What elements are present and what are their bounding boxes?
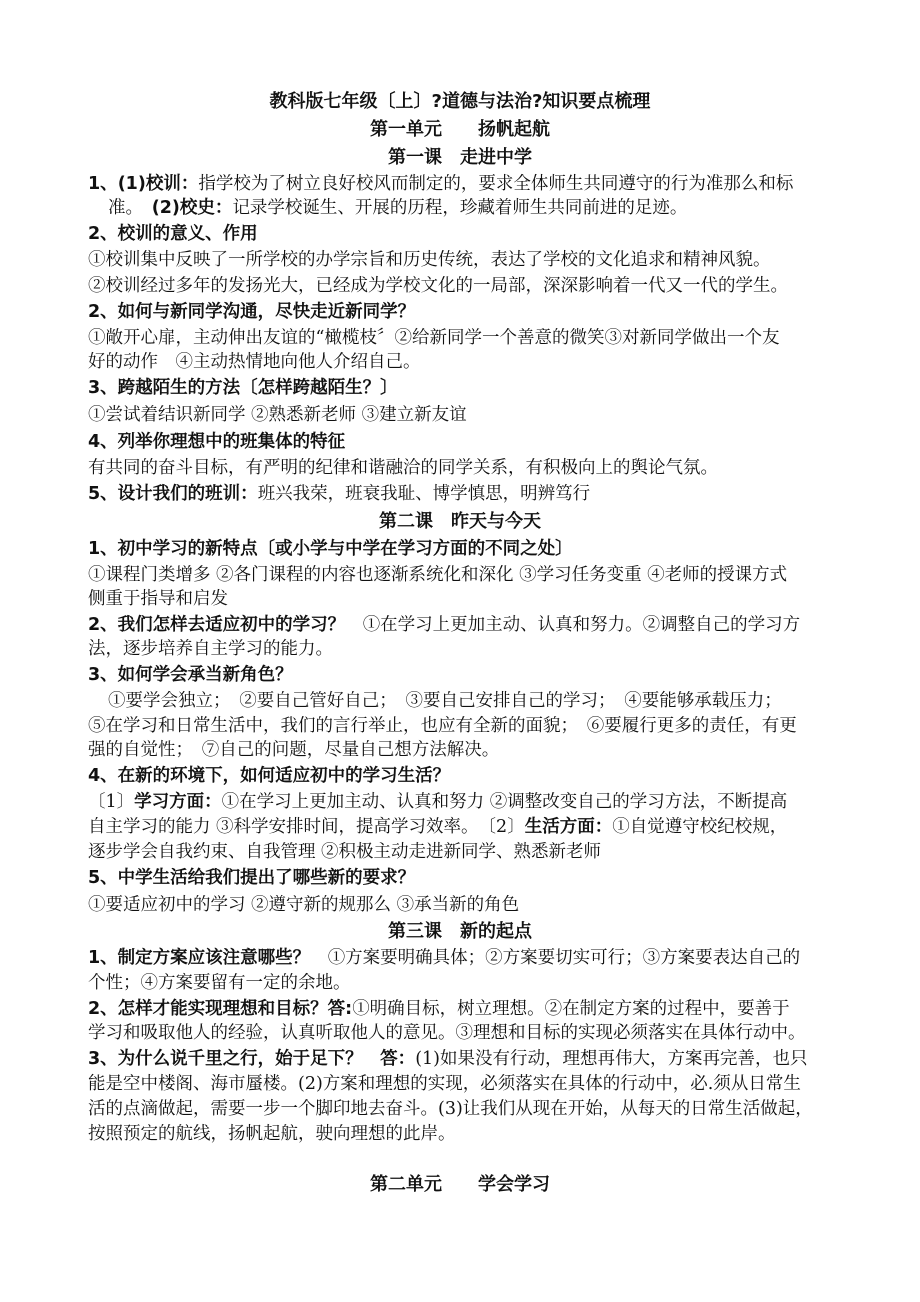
l2-q1-line2: 侧重于指导和启发 xyxy=(88,589,228,609)
l1-q2-line1: ①校训集中反映了一所学校的办学宗旨和历史传统，表达了学校的文化追求和精神风貌。 xyxy=(88,250,771,270)
l2-q4-bold2: 生活方面： xyxy=(524,817,613,837)
l2-q3-line2: ⑤在学习和日常生活中，我们的言行举止，也应有全新的面貌； ⑥要履行更多的责任，有更 xyxy=(88,716,797,736)
l1-q2-line2: ②校训经过多年的发扬光大，已经成为学校文化的一局部，深深影响着一代又一代的学生。 xyxy=(88,276,788,296)
l1-q5-line1: 有共同的奋斗目标，有严明的纪律和谐融洽的同学关系，有积极向上的舆论气氛。 xyxy=(88,458,718,478)
l1-q1-text2: 准。 xyxy=(108,198,152,218)
l1-q4-line1: ①尝试着结识新同学 ②熟悉新老师 ③建立新友谊 xyxy=(88,405,467,425)
l3-q2-text1: ①明确目标，树立理想。②在制定方案的过程中，要善于 xyxy=(352,999,790,1019)
l2-q4-heading: 4、在新的环境下，如何适应初中的学习生活？ xyxy=(88,766,451,786)
l2-q4-line3: 逐步学会自我约束、自我管理 ②积极主动走进新同学、熟悉新老师 xyxy=(88,842,602,862)
l3-q3-line3: 活的点滴做起，需要一步一个脚印地去奋斗。(3)让我们从现在开始，从每天的日常生活做起， xyxy=(88,1099,813,1119)
l2-q2-text1: ①在学习上更加主动、认真和努力。②调整自己的学习方 xyxy=(362,615,801,635)
l1-q2-heading: 2、校训的意义、作用 xyxy=(88,224,258,244)
l1-q3-heading: 2、如何与新同学沟通，尽快走近新同学？ xyxy=(88,302,416,322)
lesson-1-heading: 第一课 走进中学 xyxy=(388,147,532,168)
l3-q1-heading: 1、制定方案应该注意哪些？ xyxy=(88,948,311,968)
l2-q3-line1: ①要学会独立； ②要自己管好自己； ③要自己安排自己的学习； ④要能够承载压力； xyxy=(108,691,782,711)
l2-q1-heading: 1、初中学习的新特点〔或小学与中学在学习方面的不同之处〕 xyxy=(88,539,573,559)
l1-q1-num: 1、 xyxy=(88,174,118,194)
l3-q2-line1 xyxy=(88,997,790,1021)
unit-2-heading: 第二单元 学会学习 xyxy=(370,1174,550,1195)
l1-q5-heading: 4、列举你理想中的班集体的特征 xyxy=(88,432,346,452)
l1-q3-line2: 好的动作 ④主动热情地向他人介绍自己。 xyxy=(88,352,421,372)
l3-q3-line4: 按照预定的航线，扬帆起航，驶向理想的此岸。 xyxy=(88,1124,456,1144)
l3-q3-heading: 3、为什么说千里之行，始于足下？ 答： xyxy=(88,1049,416,1069)
l3-q3-text1: (1)如果没有行动，理想再伟大，方案再完善，也只 xyxy=(415,1049,808,1069)
l2-q4-label1: 〔1〕 xyxy=(88,792,135,812)
l1-q6-line xyxy=(88,482,590,506)
l2-q5-heading: 5、中学生活给我们提出了哪些新的要求？ xyxy=(88,868,416,888)
l1-q4-heading: 3、跨越陌生的方法〔怎样跨越陌生？〕 xyxy=(88,378,398,398)
l2-q5-line1: ①要适应初中的学习 ②遵守新的规那么 ③承当新的角色 xyxy=(88,895,520,915)
l2-q4-line2 xyxy=(88,815,787,839)
l1-q1-text3: 记录学校诞生、开展的历程，珍藏着师生共同前进的足迹。 xyxy=(232,198,688,218)
l2-q4-line1 xyxy=(88,790,787,814)
l1-q6-text: 班兴我荣，班衰我耻、博学慎思，明辨笃行 xyxy=(257,484,591,504)
l3-q1-text1: ①方案要明确具体；②方案要切实可行；③方案要表达自己的 xyxy=(327,948,801,968)
l1-q1-heading2: (2)校史： xyxy=(151,198,233,218)
l3-q1-line1 xyxy=(88,946,800,970)
l1-q1-text1: 指学校为了树立良好校风而制定的，要求全体师生共同遵守的行为准那么和标 xyxy=(198,174,794,194)
l2-q2-line2: 法，逐步培养自主学习的能力。 xyxy=(88,639,333,659)
l1-q3-line1: ①敞开心扉，主动伸出友谊的“橄榄枝〞②给新同学一个善意的微笑③对新同学做出一个友 xyxy=(88,328,780,348)
l3-q2-heading: 2、怎样才能实现理想和目标？答: xyxy=(88,999,353,1019)
l2-q1-line1: ①课程门类增多 ②各门课程的内容也逐渐系统化和深化 ③学习任务变重 ④老师的授课方式 xyxy=(88,565,788,585)
l2-q2-heading: 2、我们怎样去适应初中的学习？ xyxy=(88,615,346,635)
l3-q1-line2: 个性；④方案要留有一定的余地。 xyxy=(88,973,351,993)
l2-q3-line3: 强的自觉性； ⑦自己的问题，尽量自己想方法解决。 xyxy=(88,740,500,760)
lesson-3-heading: 第三课 新的起点 xyxy=(388,921,532,942)
unit-1-heading: 第一单元 扬帆起航 xyxy=(370,119,550,140)
l1-q1-line2 xyxy=(108,196,687,220)
l2-q4-text2: 自主学习的能力 ③科学安排时间，提高学习效率。 〔2〕 xyxy=(88,817,525,837)
l3-q3-line1 xyxy=(88,1047,807,1071)
l2-q4-bold1: 学习方面： xyxy=(134,792,222,812)
l2-q2-line1 xyxy=(88,613,800,637)
l2-q4-text3: ①自觉遵守校纪校规， xyxy=(612,817,788,837)
l3-q3-line2: 能是空中楼阁、海市蜃楼。(2)方案和理想的实现，必须落实在具体的行动中，必.须从日常生 xyxy=(88,1074,801,1094)
l1-q6-heading: 5、设计我们的班训： xyxy=(88,484,258,504)
l2-q3-heading: 3、如何学会承当新角色？ xyxy=(88,665,293,685)
l3-q2-line2: 学习和吸取他人的经验，认真听取他人的意见。③理想和目标的实现必须落实在具体行动中。 xyxy=(88,1023,806,1043)
l1-q1-line1 xyxy=(88,172,793,196)
document-title: 教科版七年级〔上〕?道德与法治?知识要点梳理 xyxy=(269,91,651,112)
l2-q4-text1: ①在学习上更加主动、认真和努力 ②调整改变自己的学习方法，不断提高 xyxy=(221,792,788,812)
lesson-2-heading: 第二课 昨天与今天 xyxy=(379,511,541,532)
l1-q1-heading1: (1)校训： xyxy=(117,174,199,194)
